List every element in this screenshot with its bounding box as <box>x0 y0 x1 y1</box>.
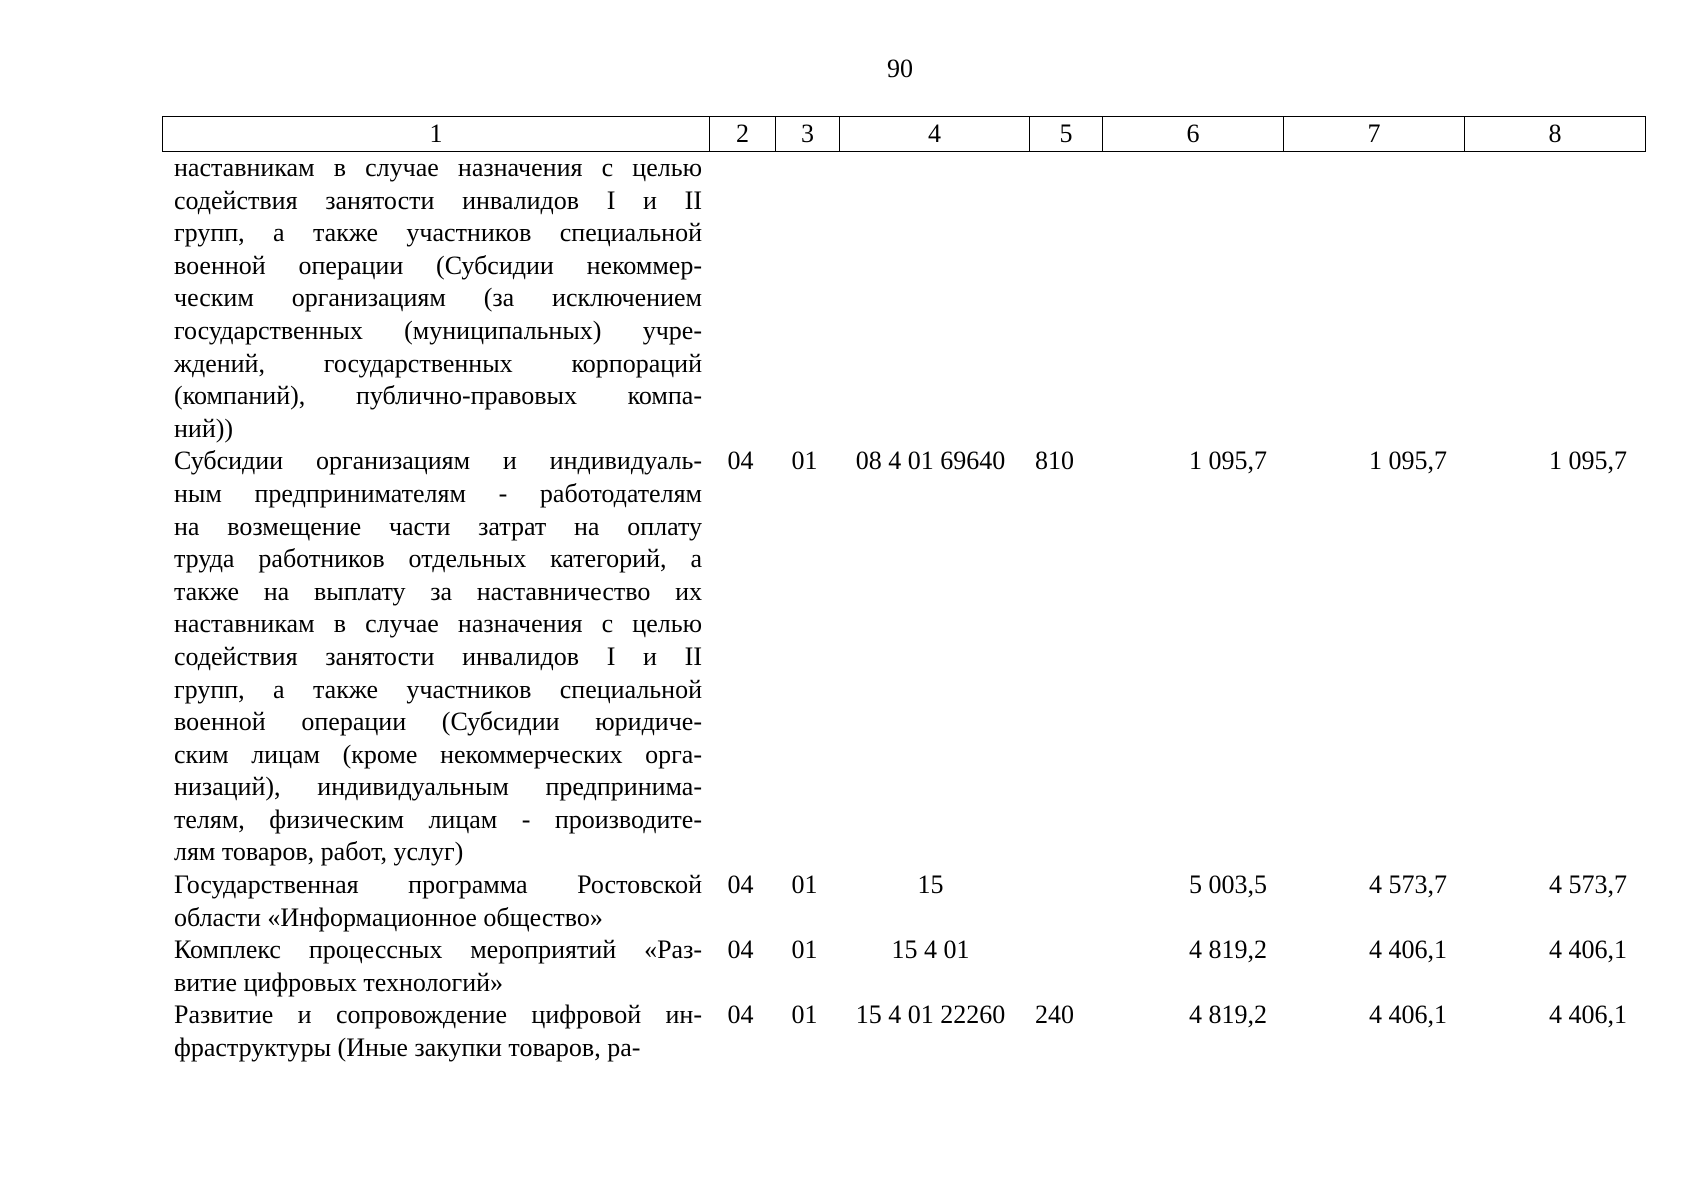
row-col-7: 4 406,1 <box>1369 1000 1447 1030</box>
row-description <box>162 445 708 869</box>
row-col-5: 810 <box>1035 446 1074 476</box>
page-number: 90 <box>887 54 913 83</box>
row-col-8: 4 406,1 <box>1549 935 1627 965</box>
description-line: ческим организациям (за исключением <box>174 283 702 313</box>
row-col-6: 1 095,7 <box>1189 446 1267 476</box>
description-line: содействия занятости инвалидов I и II <box>174 641 702 671</box>
row-col-2: 04 <box>727 870 754 900</box>
description-line: (компаний), публично-правовых компа- <box>174 381 702 411</box>
table-row <box>162 445 1637 869</box>
description-line: витие цифровых технологий» <box>174 967 504 997</box>
row-col-4: 15 4 01 <box>891 935 970 965</box>
row-col-8: 4 406,1 <box>1549 1000 1627 1030</box>
description-line: низаций), индивидуальным предпринима- <box>174 772 702 802</box>
row-col-2: 04 <box>727 935 754 965</box>
description-line: фраструктуры (Иные закупки товаров, ра- <box>174 1033 641 1063</box>
description-line: ний)) <box>174 413 234 443</box>
header-col-7: 7 <box>1284 117 1465 152</box>
row-col-6: 4 819,2 <box>1189 1000 1267 1030</box>
row-col-4: 15 4 01 22260 <box>855 1000 1006 1030</box>
description-line: лям товаров, работ, услуг) <box>174 837 464 867</box>
row-col-3: 01 <box>791 870 818 900</box>
description-line: государственных (муниципальных) учре- <box>174 315 702 345</box>
description-line: ждений, государственных корпораций <box>174 348 702 378</box>
table-row <box>162 152 1637 445</box>
row-col-5: 240 <box>1035 1000 1074 1030</box>
row-col-7: 4 573,7 <box>1369 870 1447 900</box>
description-line: ным предпринимателям - работодателям <box>174 478 702 508</box>
table-row <box>162 999 1637 1064</box>
description-line: области «Информационное общество» <box>174 902 603 932</box>
row-col-4: 08 4 01 69640 <box>855 446 1006 476</box>
header-col-4: 4 <box>840 117 1030 152</box>
header-col-8: 8 <box>1465 117 1646 152</box>
row-col-4: 15 <box>917 870 944 900</box>
description-line: на возмещение части затрат на оплату <box>174 511 702 541</box>
description-line: групп, а также участников специальной <box>174 218 702 248</box>
row-col-6: 5 003,5 <box>1189 870 1267 900</box>
description-line: наставникам в случае назначения с целью <box>174 153 702 182</box>
header-col-2: 2 <box>710 117 776 152</box>
row-col-7: 4 406,1 <box>1369 935 1447 965</box>
row-col-2: 04 <box>727 446 754 476</box>
row-col-3: 01 <box>791 1000 818 1030</box>
header-col-5: 5 <box>1030 117 1103 152</box>
row-col-2: 04 <box>727 1000 754 1030</box>
description-line: также на выплату за наставничество их <box>174 576 702 606</box>
description-line: телям, физическим лицам - производите- <box>174 804 702 834</box>
description-line: труда работников отдельных категорий, а <box>174 544 702 574</box>
row-col-8: 4 573,7 <box>1549 870 1627 900</box>
row-col-7: 1 095,7 <box>1369 446 1447 476</box>
description-line: наставникам в случае назначения с целью <box>174 609 702 639</box>
row-description <box>162 869 708 934</box>
description-line: содействия занятости инвалидов I и II <box>174 185 702 215</box>
header-col-1: 1 <box>163 117 710 152</box>
header-col-6: 6 <box>1103 117 1284 152</box>
table-header <box>162 116 1646 152</box>
row-description <box>162 934 708 999</box>
description-line: военной операции (Субсидии юридиче- <box>174 707 702 737</box>
description-line: Государственная программа Ростовской <box>174 870 702 900</box>
description-line: Развитие и сопровождение цифровой ин- <box>174 1000 702 1030</box>
row-col-8: 1 095,7 <box>1549 446 1627 476</box>
description-line: Комплекс процессных мероприятий «Раз- <box>174 935 702 965</box>
description-line: ским лицам (кроме некоммерческих орга- <box>174 739 702 769</box>
table-body <box>162 152 1637 1065</box>
table-header-row <box>163 117 1646 152</box>
row-description <box>162 152 708 445</box>
header-col-3: 3 <box>776 117 840 152</box>
row-col-3: 01 <box>791 446 818 476</box>
row-col-3: 01 <box>791 935 818 965</box>
table-row <box>162 869 1637 934</box>
description-line: групп, а также участников специальной <box>174 674 702 704</box>
table-row <box>162 934 1637 999</box>
description-line: военной операции (Субсидии некоммер- <box>174 250 702 280</box>
row-description <box>162 999 708 1064</box>
row-col-6: 4 819,2 <box>1189 935 1267 965</box>
description-line: Субсидии организациям и индивидуаль- <box>174 446 702 476</box>
